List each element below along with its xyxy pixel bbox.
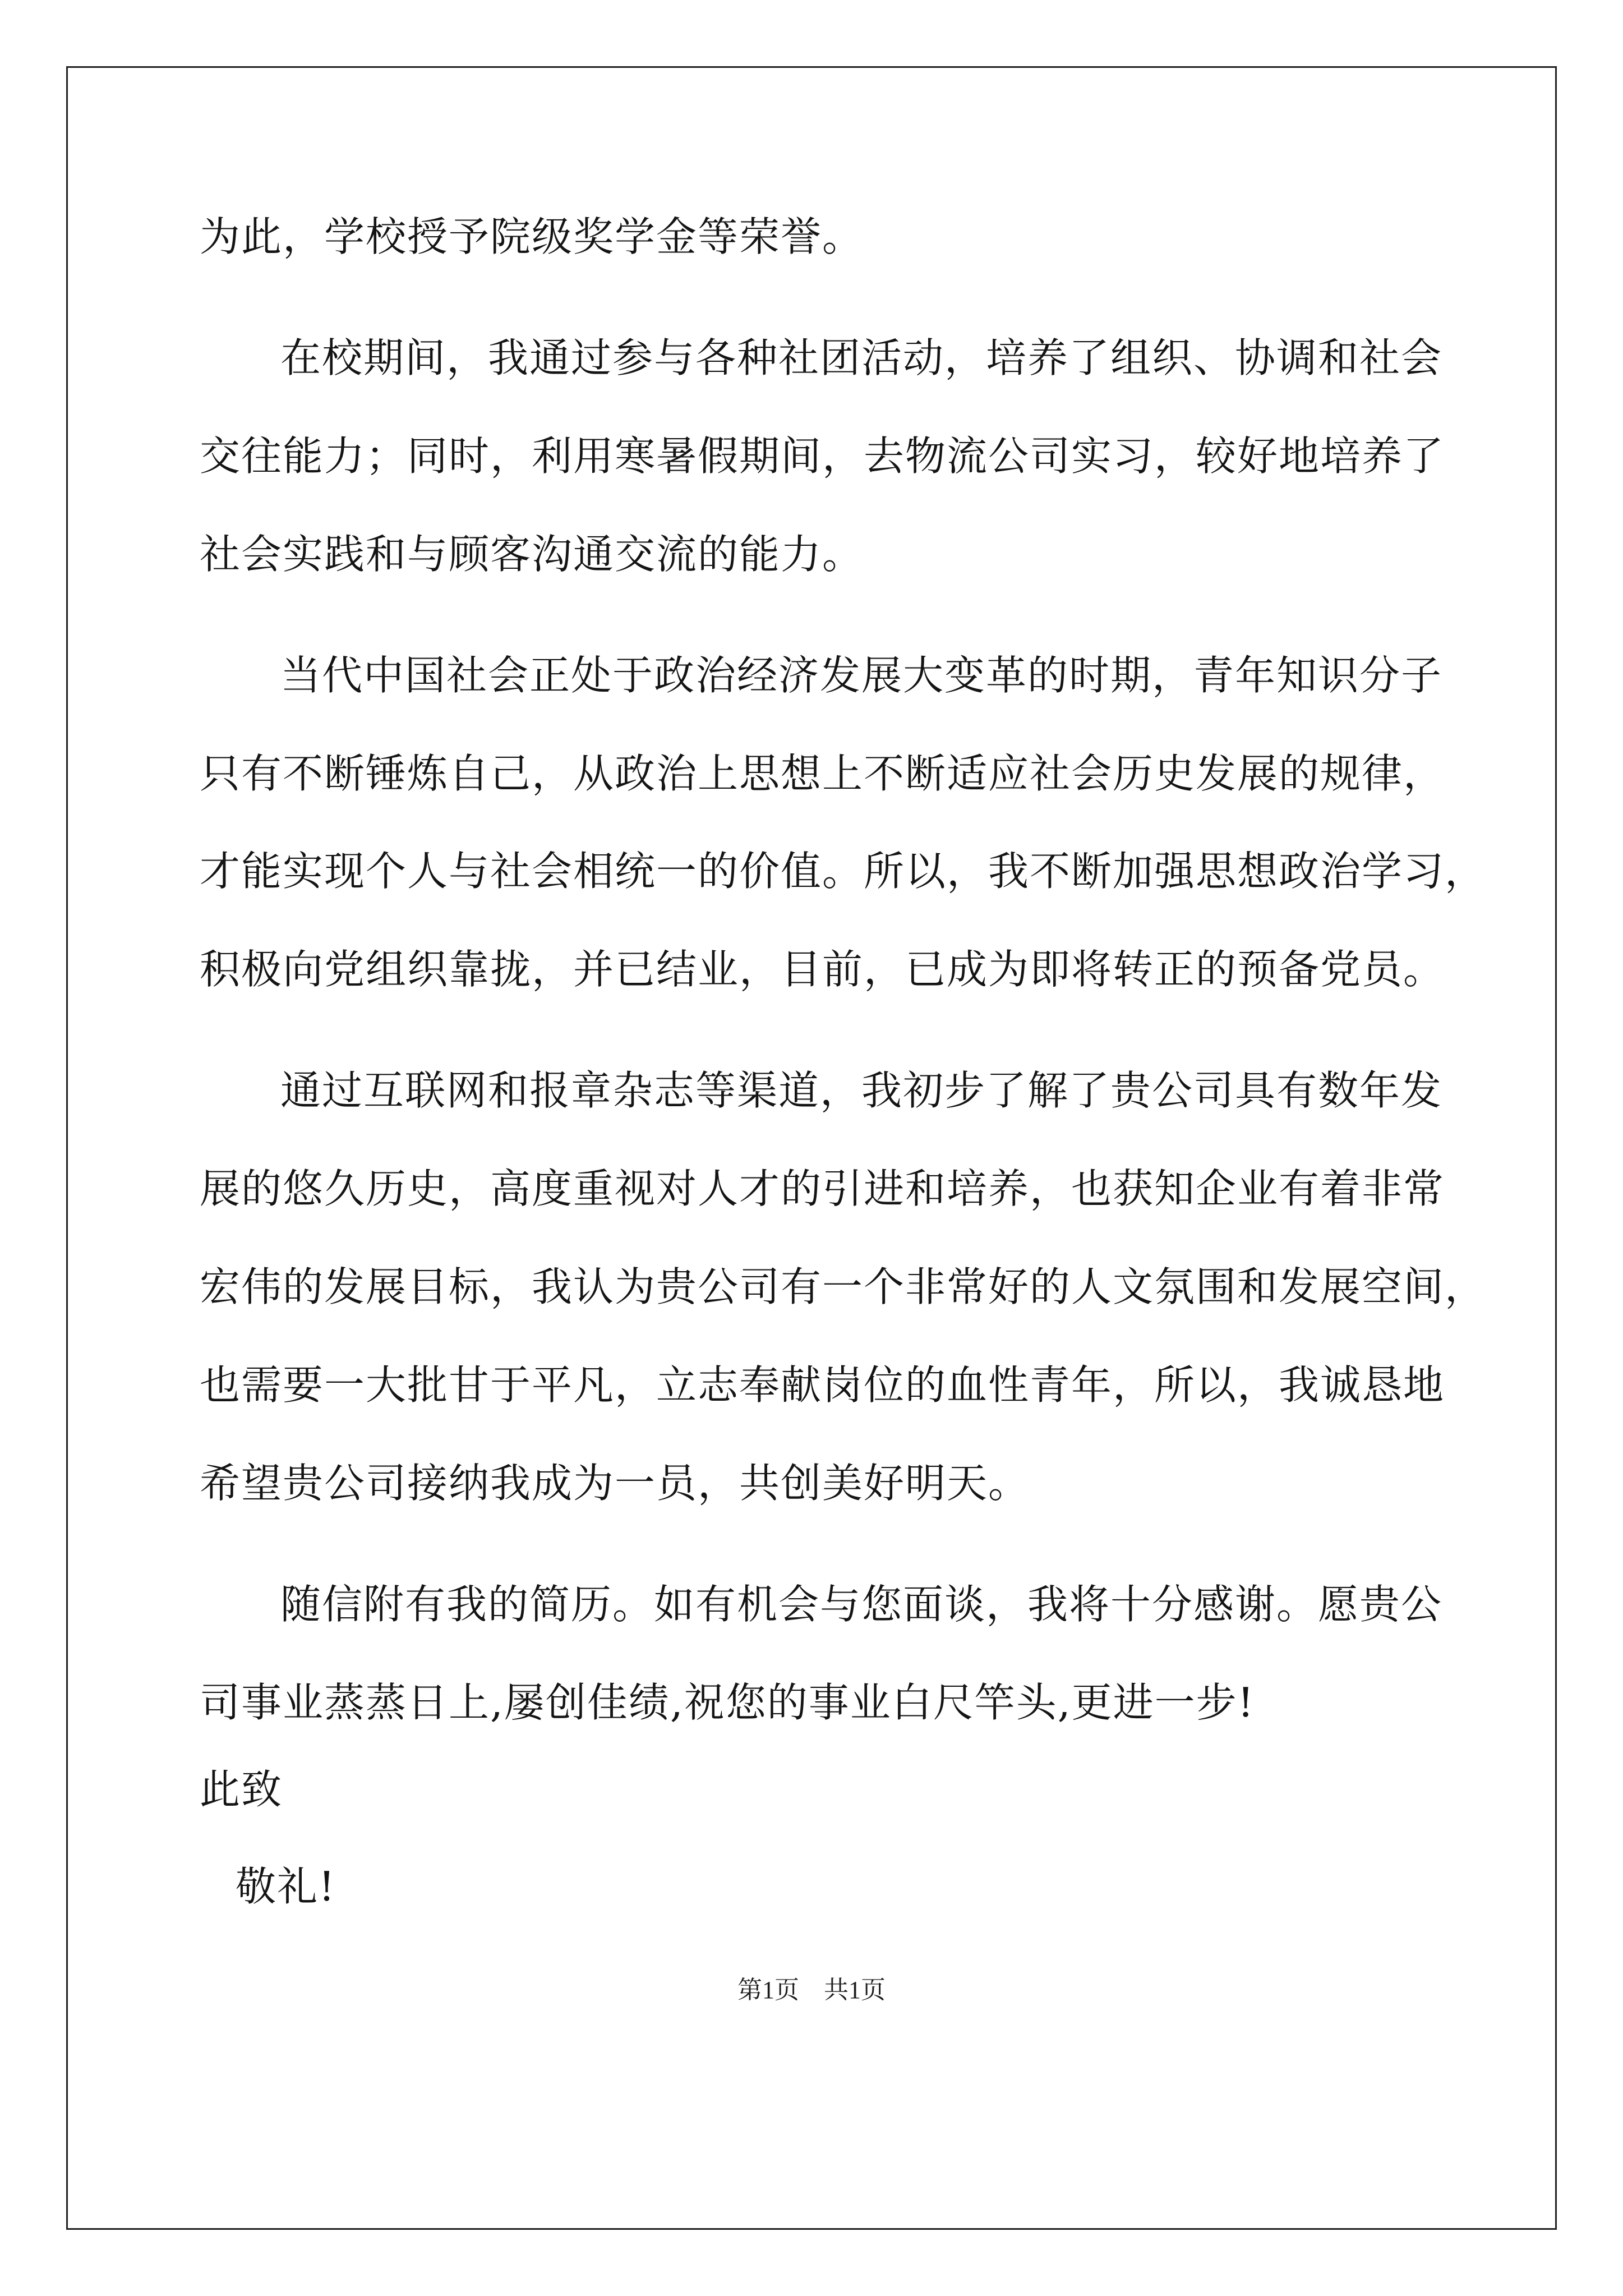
text-line-4: 社会实践和与顾客沟通交流的能力。 [200,531,864,578]
text-line-14: 随信附有我的简历。如有机会与您面谈，我将十分感谢。愿贵公 [280,1581,1443,1628]
closing-line: 此致 [200,1766,283,1813]
text-line-1: 为此，学校授予院级奖学金等荣誉。 [200,213,864,260]
text-line-12: 也需要一大批甘于平凡，立志奉献岗位的血性青年，所以，我诚恳地 [200,1361,1445,1409]
text-line-5: 当代中国社会正处于政治经济发展大变革的时期，青年知识分子 [280,652,1443,699]
salutation-line: 敬礼! [236,1863,336,1910]
text-line-11: 宏伟的发展目标，我认为贵公司有一个非常好的人文氛围和发展空间， [200,1263,1487,1310]
text-line-8: 积极向党组织靠拢，并已结业，目前，已成为即将转正的预备党员。 [200,946,1445,993]
text-line-15: 司事业蒸蒸日上,屡创佳绩,祝您的事业白尺竿头,更进一步! [200,1679,1255,1726]
text-line-3: 交往能力；同时，利用寒暑假期间，去物流公司实习，较好地培养了 [200,432,1445,480]
text-line-7: 才能实现个人与社会相统一的价值。所以，我不断加强思想政治学习， [200,848,1487,895]
text-line-10: 展的悠久历史，高度重视对人才的引进和培养，也获知企业有着非常 [200,1165,1445,1212]
text-line-6: 只有不断锤炼自己，从政治上思想上不断适应社会历史发展的规律， [200,750,1445,797]
page-footer: 第1页 共1页 [737,1976,886,2004]
text-line-9: 通过互联网和报章杂志等渠道，我初步了解了贵公司具有数年发 [280,1067,1443,1114]
text-line-13: 希望贵公司接纳我成为一员，共创美好明天。 [200,1460,1030,1507]
text-line-2: 在校期间，我通过参与各种社团活动，培养了组织、协调和社会 [280,334,1443,381]
